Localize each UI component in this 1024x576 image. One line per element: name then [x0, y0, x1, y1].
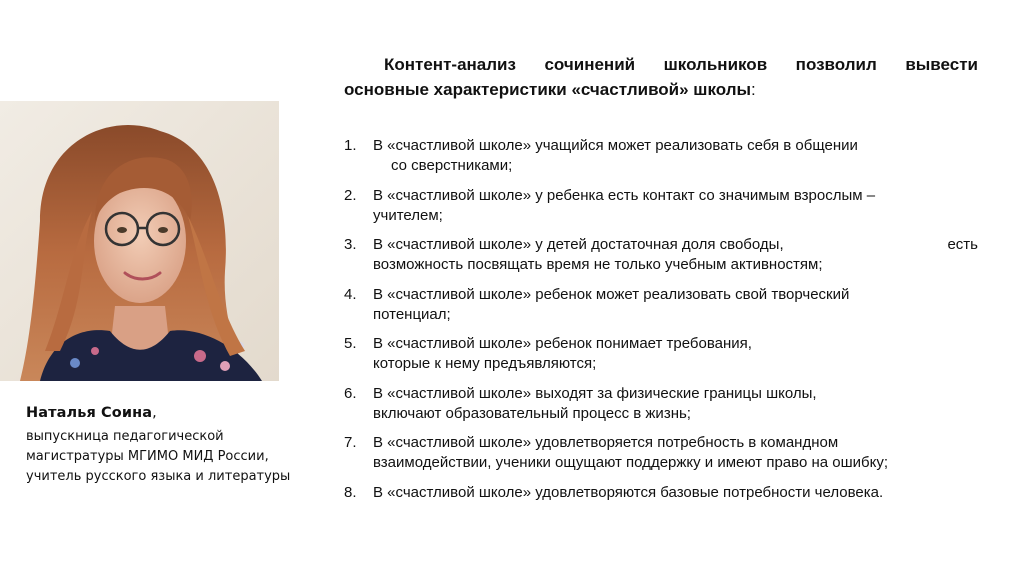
list-item	[344, 384, 984, 424]
author-name: Наталья Соина	[26, 405, 153, 421]
list-item-text-start: В «счастливой школе» у детей достаточная доля свободы,	[373, 236, 784, 253]
list-item-number: 2.	[344, 186, 357, 204]
list-item-number: 6.	[344, 384, 357, 402]
list-item	[344, 433, 984, 473]
list-item-number: 7.	[344, 434, 357, 451]
list-item-number: 1.	[344, 137, 357, 154]
author-name-comma: ,	[152, 405, 157, 421]
list-item-line: возможность посвящать время не только учебным активностям;	[373, 256, 823, 273]
list-item	[344, 334, 984, 374]
author-desc-line: учитель русского языка и литературы	[26, 469, 291, 484]
author-desc-line: выпускница педагогической	[26, 429, 224, 444]
list-item	[344, 483, 984, 503]
slide-title-colon: :	[751, 80, 756, 99]
author-description	[26, 427, 316, 487]
list-item-line: взаимодействии, ученики ощущают поддержку и имеют право на ошибку;	[373, 454, 889, 471]
portrait-photo	[0, 101, 279, 381]
author-caption	[26, 405, 316, 487]
list-item-line: В «счастливой школе» ребенок может реализовать свой творческий	[373, 285, 850, 303]
list-item-text-end: есть	[947, 236, 978, 253]
list-item-number: 3.	[344, 236, 357, 253]
list-item	[344, 285, 984, 325]
list-item-number: 8.	[344, 483, 357, 501]
slide-title-line2: основные характеристики «счастливой» школы	[344, 80, 752, 99]
list-item	[344, 136, 984, 176]
author-name-line	[26, 405, 316, 421]
list-item	[344, 186, 984, 226]
list-item-line: включают образовательный процесс в жизнь;	[373, 404, 691, 422]
list-item-number: 4.	[344, 285, 357, 303]
list-item-line: В «счастливой школе» ребенок понимает требования,	[373, 335, 752, 352]
list-item-line: В «счастливой школе» у ребенка есть контакт со значимым взрослым –	[373, 186, 876, 204]
author-desc-line: магистратуры МГИМО МИД России,	[26, 449, 269, 464]
list-item-line	[373, 235, 978, 255]
list-item-line: В «счастливой школе» удовлетворяется потребность в командном	[373, 434, 839, 451]
list-item	[344, 235, 984, 275]
list-item-line: В «счастливой школе» учащийся может реализовать себя в общении	[373, 137, 858, 154]
characteristics-list	[344, 136, 984, 512]
list-item-line: В «счастливой школе» выходят за физические границы школы,	[373, 384, 817, 402]
list-item-line: учителем;	[373, 206, 443, 224]
list-item-line: В «счастливой школе» удовлетворяются базовые потребности человека.	[373, 483, 884, 501]
list-item-number: 5.	[344, 335, 357, 352]
list-item-line: со сверстниками;	[391, 157, 513, 174]
list-item-line: которые к нему предъявляются;	[373, 355, 597, 372]
slide-title	[344, 52, 978, 102]
list-item-line: потенциал;	[373, 305, 451, 323]
slide-title-line1: Контент-анализ сочинений школьников позволил вывести	[384, 55, 978, 74]
